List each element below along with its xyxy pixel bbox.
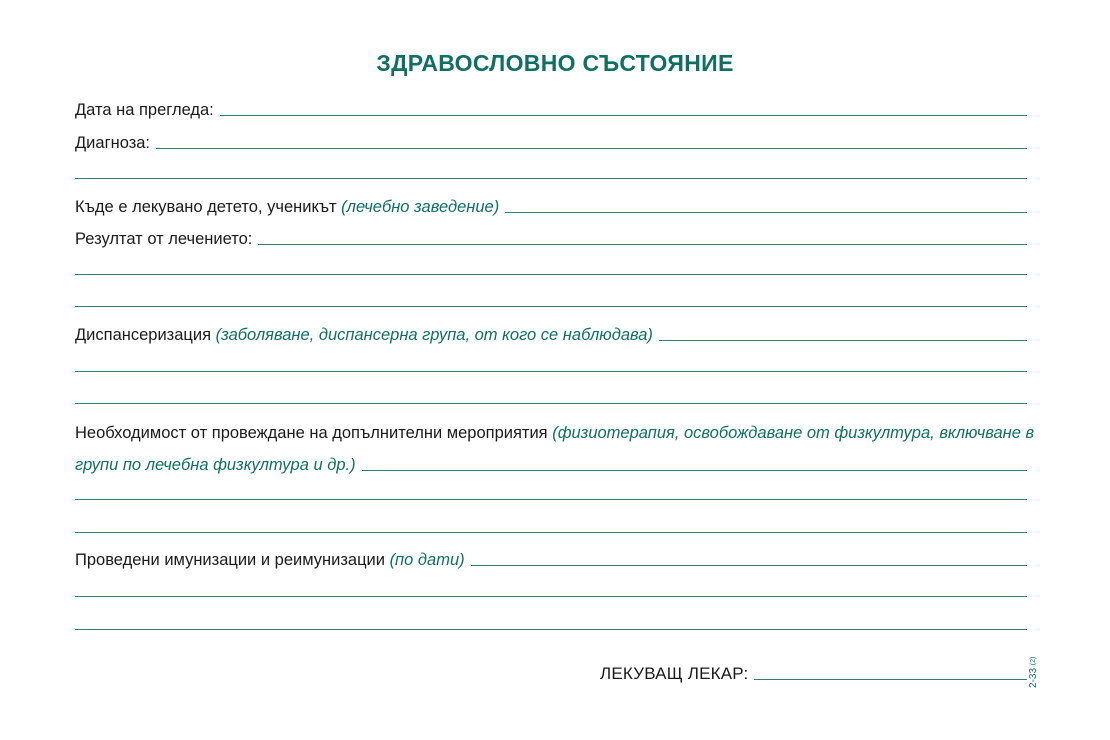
immunizations-extra-line-1[interactable] <box>75 596 1027 597</box>
dispensary-label <box>75 325 653 345</box>
immunizations-field[interactable] <box>471 565 1027 566</box>
dispensary-text: Диспансеризация <box>75 326 212 344</box>
immunizations-row <box>75 548 1027 570</box>
dispensary-extra-line-1[interactable] <box>75 371 1027 372</box>
diagnosis-field[interactable] <box>156 148 1027 149</box>
form-code-number: 2-33 <box>1028 667 1039 688</box>
immunizations-hint: (по дати) <box>389 551 465 569</box>
treated-where-field[interactable] <box>505 212 1027 213</box>
additional-measures-field[interactable] <box>362 470 1027 471</box>
treatment-result-extra-line-2[interactable] <box>75 306 1027 307</box>
immunizations-label <box>75 550 465 570</box>
additional-measures-hint-1: (физиотерапия, освобождаване от физкултура, включване в <box>552 424 1035 442</box>
additional-measures-extra-line-2[interactable] <box>75 532 1027 533</box>
treatment-result-field[interactable] <box>258 244 1027 245</box>
form-title: ЗДРАВОСЛОВНО СЪСТОЯНИЕ <box>376 50 734 76</box>
form-code <box>1028 648 1040 688</box>
exam-date-field[interactable] <box>220 115 1027 116</box>
physician-row <box>600 662 1027 684</box>
exam-date-row <box>75 98 1027 120</box>
immunizations-extra-line-2[interactable] <box>75 629 1027 630</box>
form-code-suffix: (2) <box>1030 656 1037 666</box>
treatment-result-extra-line-1[interactable] <box>75 274 1027 275</box>
additional-measures-text: Необходимост от провеждане на допълнителни мероприятия <box>75 424 548 442</box>
additional-measures-row <box>75 453 1027 475</box>
dispensary-row <box>75 323 1027 345</box>
diagnosis-row <box>75 131 1027 153</box>
additional-measures-hint-2: групи по лечебна физкултура и др.) <box>75 456 356 474</box>
exam-date-label: Дата на прегледа: <box>75 101 214 119</box>
additional-measures-extra-line-1[interactable] <box>75 499 1027 500</box>
diagnosis-extra-line[interactable] <box>75 178 1027 179</box>
physician-signature-field[interactable] <box>754 679 1027 680</box>
dispensary-field[interactable] <box>659 340 1027 341</box>
physician-label: ЛЕКУВАЩ ЛЕКАР: <box>600 664 749 683</box>
treated-where-hint: (лечебно заведение) <box>341 198 500 216</box>
treated-where-row <box>75 195 1027 217</box>
immunizations-text: Проведени имунизации и реимунизации <box>75 551 385 569</box>
dispensary-hint: (заболяване, диспансерна група, от кого се наблюдава) <box>215 326 653 344</box>
treatment-result-label: Резултат от лечението: <box>75 230 253 248</box>
diagnosis-label: Диагноза: <box>75 134 151 152</box>
treated-where-label <box>75 197 499 217</box>
additional-measures-label <box>75 423 1035 443</box>
treatment-result-row <box>75 227 1027 249</box>
dispensary-extra-line-2[interactable] <box>75 403 1027 404</box>
treated-where-text: Къде е лекувано детето, ученикът <box>75 198 337 216</box>
